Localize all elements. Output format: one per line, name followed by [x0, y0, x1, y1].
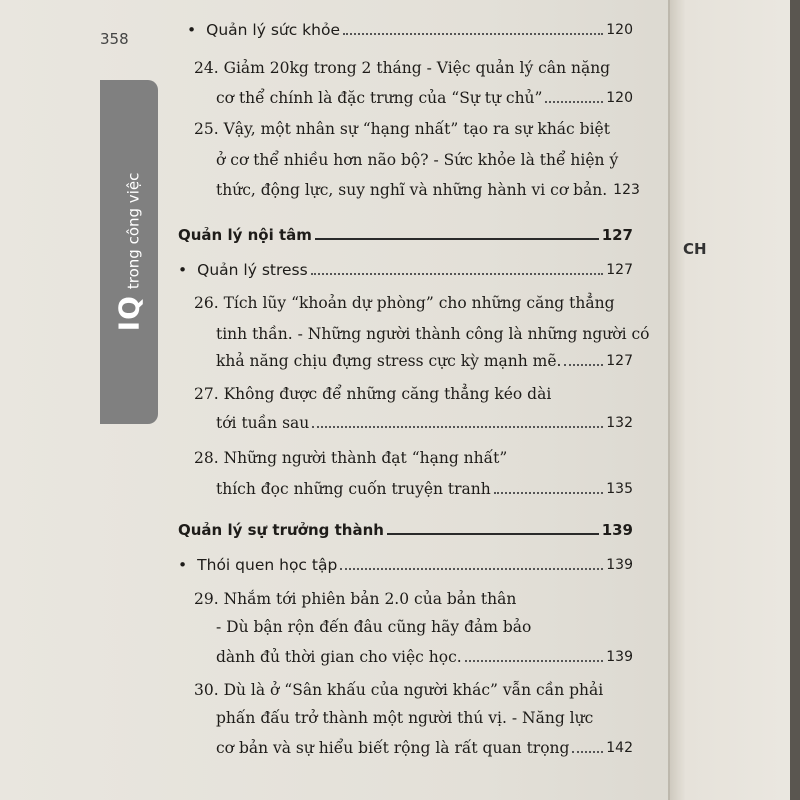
toc-item-line	[216, 150, 633, 170]
toc-item-line	[216, 708, 633, 728]
toc-item-line	[194, 680, 633, 700]
side-tab-subtitle: trong công việc	[124, 172, 143, 290]
item-text: 25. Vậy, một nhân sự “hạng nhất” tạo ra sự khác biệt	[194, 120, 610, 138]
topic-entry	[178, 555, 633, 575]
toc-item-line	[194, 58, 633, 78]
page-ref: 127	[601, 226, 633, 244]
item-text: 26. Tích lũy “khoản dự phòng” cho những căng thẳng	[194, 294, 615, 312]
page-ref: 123	[613, 182, 640, 198]
section-heading	[178, 520, 633, 540]
leader-dots	[312, 425, 603, 428]
item-text: tới tuần sau	[216, 414, 310, 432]
item-text: 28. Những người thành đạt “hạng nhất”	[194, 449, 508, 467]
leader-line	[315, 237, 599, 240]
page-ref: 135	[606, 481, 633, 497]
leader-dots	[545, 100, 603, 103]
leader-line	[311, 272, 604, 275]
page-ref: 142	[606, 740, 633, 756]
toc-item-line	[216, 738, 633, 758]
toc-item-line	[194, 119, 633, 139]
topic-entry	[178, 260, 633, 280]
item-text: 30. Dù là ở “Sân khấu của người khác” vẫn cần phải	[194, 681, 604, 699]
facing-page-fragment: CH	[683, 240, 707, 258]
leader-line	[340, 567, 603, 570]
leader-line	[387, 532, 599, 535]
item-text: dành đủ thời gian cho việc học.	[216, 648, 462, 666]
toc-item-line	[216, 617, 633, 637]
bullet-icon: •	[187, 21, 197, 39]
toc-item-line	[216, 180, 640, 200]
section-title: Quản lý sự trưởng thành	[178, 521, 384, 539]
item-text: phấn đấu trở thành một người thú vị. - Năng lực	[216, 709, 594, 727]
item-text: cơ thể chính là đặc trưng của “Sự tự chủ”	[216, 89, 543, 107]
page-number: 358	[100, 30, 129, 48]
toc-item-line	[216, 479, 633, 499]
page-ref: 120	[606, 90, 633, 106]
page-ref: 139	[606, 557, 633, 573]
page-ref: 120	[606, 22, 633, 38]
item-text: tinh thần. - Những người thành công là những người có	[216, 325, 650, 343]
toc-item-line	[194, 589, 633, 609]
item-text: ở cơ thể nhiều hơn não bộ? - Sức khỏe là thể hiện ý	[216, 151, 619, 169]
topic-title: Quản lý sức khỏe	[206, 21, 341, 39]
toc-item-line	[194, 293, 633, 313]
bullet-icon: •	[178, 556, 188, 574]
item-text: 29. Nhắm tới phiên bản 2.0 của bản thân	[194, 590, 517, 608]
page-ref: 127	[606, 353, 633, 369]
toc-item-line	[194, 448, 633, 468]
leader-dots	[564, 363, 603, 366]
item-text: cơ bản và sự hiểu biết rộng là rất quan trọng	[216, 739, 570, 757]
topic-title: Quản lý stress	[197, 261, 308, 279]
item-text: - Dù bận rộn đến đâu cũng hãy đảm bảo	[216, 618, 532, 636]
section-heading	[178, 225, 633, 245]
item-text: thức, động lực, suy nghĩ và những hành vi cơ bản.	[216, 181, 608, 199]
toc-item-line	[216, 413, 633, 433]
leader-dots	[494, 491, 604, 494]
item-text: thích đọc những cuốn truyện tranh	[216, 480, 491, 498]
toc-item-line	[216, 88, 633, 108]
topic-entry	[187, 20, 633, 40]
leader-dots	[465, 659, 604, 662]
side-tab-iq: IQ	[112, 295, 146, 332]
toc-item-line	[216, 351, 633, 371]
toc-item-line	[216, 324, 650, 344]
bullet-icon: •	[178, 261, 188, 279]
page-ref: 139	[601, 521, 633, 539]
item-text: khả năng chịu đựng stress cực kỳ mạnh mẽ.	[216, 352, 562, 370]
toc-item-line	[216, 647, 633, 667]
topic-title: Thói quen học tập	[197, 556, 338, 574]
leader-dots	[572, 750, 603, 753]
toc-item-line	[194, 384, 633, 404]
item-text: 27. Không được để những căng thẳng kéo dài	[194, 385, 552, 403]
page-ref: 132	[606, 415, 633, 431]
section-title: Quản lý nội tâm	[178, 226, 312, 244]
page-ref: 139	[606, 649, 633, 665]
item-text: 24. Giảm 20kg trong 2 tháng - Việc quản lý cân nặng	[194, 59, 611, 77]
page-ref: 127	[606, 262, 633, 278]
leader-line	[343, 32, 603, 35]
